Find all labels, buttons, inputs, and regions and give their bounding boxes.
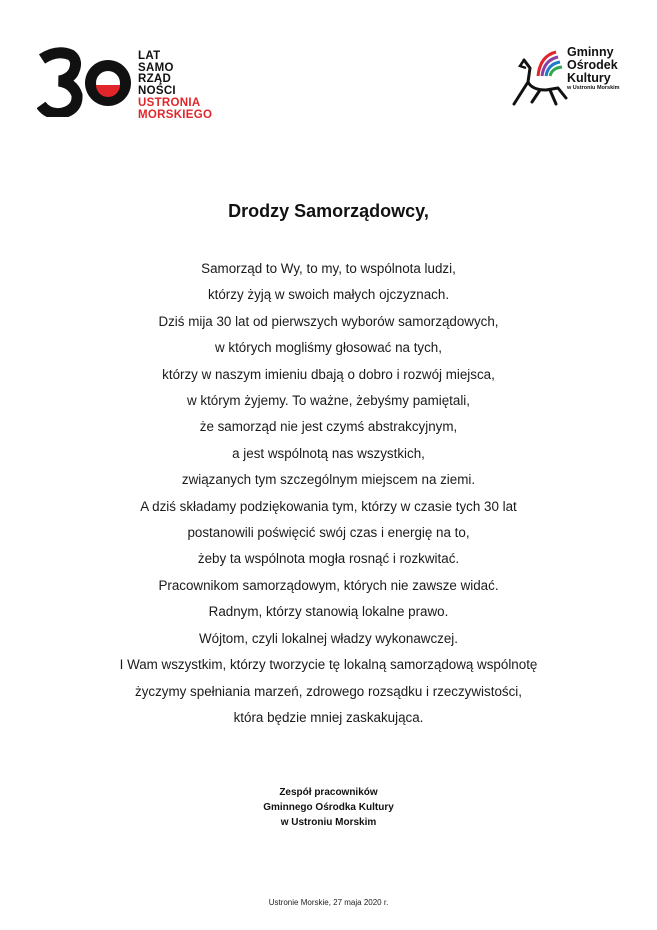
logo-line-red-2: MORSKIEGO [138,108,213,121]
letter-line: w którym żyjemy. To ważne, żebyśmy pamiętali, [186,393,471,409]
signature-block [0,785,657,830]
gok-line-1: Gminny [567,45,614,59]
letter-line: Samorząd to Wy, to my, to wspólnota ludzi, [201,261,456,276]
letter-line: w których mogliśmy głosować na tych, [215,340,442,356]
letter-line: żeby ta wspólnota mogła rosnąć i rozkwitać. [197,551,460,567]
letter-line: którzy w naszym imieniu dbają o dobro i rozwój miejsca, [162,366,495,382]
horse-rainbow-icon [510,46,570,108]
letter-date: Ustronie Morskie, 27 maja 2020 r. [268,898,389,907]
letter-line: związanych tym szczególnym miejscem na ziemi. [181,472,476,488]
logo-gminny-osrodek-kultury [510,46,622,108]
signature-line: Gminnego Ośrodka Kultury [263,802,394,813]
letter-line: życzymy spełniania marzeń, zdrowego rozsądku i rzeczywistości, [135,683,522,699]
gok-text [567,46,620,92]
letter-line: I Wam wszystkim, którzy tworzycie tę lokalną samorządową wspólnotę [119,657,538,673]
logo-line-4: NOŚCI [138,85,176,98]
gok-line-2: Ośrodek [567,58,618,72]
letter-line: a jest wspólnotą nas wszystkich, [232,445,425,461]
letter-line: Wójtom, czyli lokalnej władzy wykonawczej. [199,630,458,646]
letter-body [0,256,657,731]
letter-line: Dziś mija 30 lat od pierwszych wyborów samorządowych, [158,313,499,329]
letter-line: że samorząd nie jest czymś abstrakcyjnym, [199,419,458,435]
letter-line: postanowili poświęcić swój czas i energię na to, [187,525,470,541]
logo-line-red-1: USTRONIA [138,96,201,109]
logo-text [138,51,212,121]
logo-line-1: LAT [138,50,161,62]
letter-line: Pracownikom samorządowym, których nie zawsze widać. [158,577,499,593]
gok-line-3: Kultury [567,71,611,85]
signature-line: Zespół pracowników [279,787,378,798]
letter-line: którzy żyją w swoich małych ojczyznach. [207,287,450,303]
logo-line-3: RZĄD [138,73,172,86]
logo-line-2: SAMO [138,61,174,74]
letter-greeting: Drodzy Samorządowcy, [228,201,429,221]
letter-line: Radnym, którzy stanowią lokalne prawo. [208,604,449,620]
letter-line: A dziś składamy podziękowania tym, którzy w czasie tych 30 lat [140,498,517,514]
gok-subline: w Ustroniu Morskim [567,85,620,91]
signature-line: w Ustroniu Morskim [280,817,377,828]
logo-30-lat-samorzadnosci [37,47,227,127]
letter-line: która będzie mniej zaskakująca. [233,709,424,725]
number-30-graphic [37,47,137,117]
